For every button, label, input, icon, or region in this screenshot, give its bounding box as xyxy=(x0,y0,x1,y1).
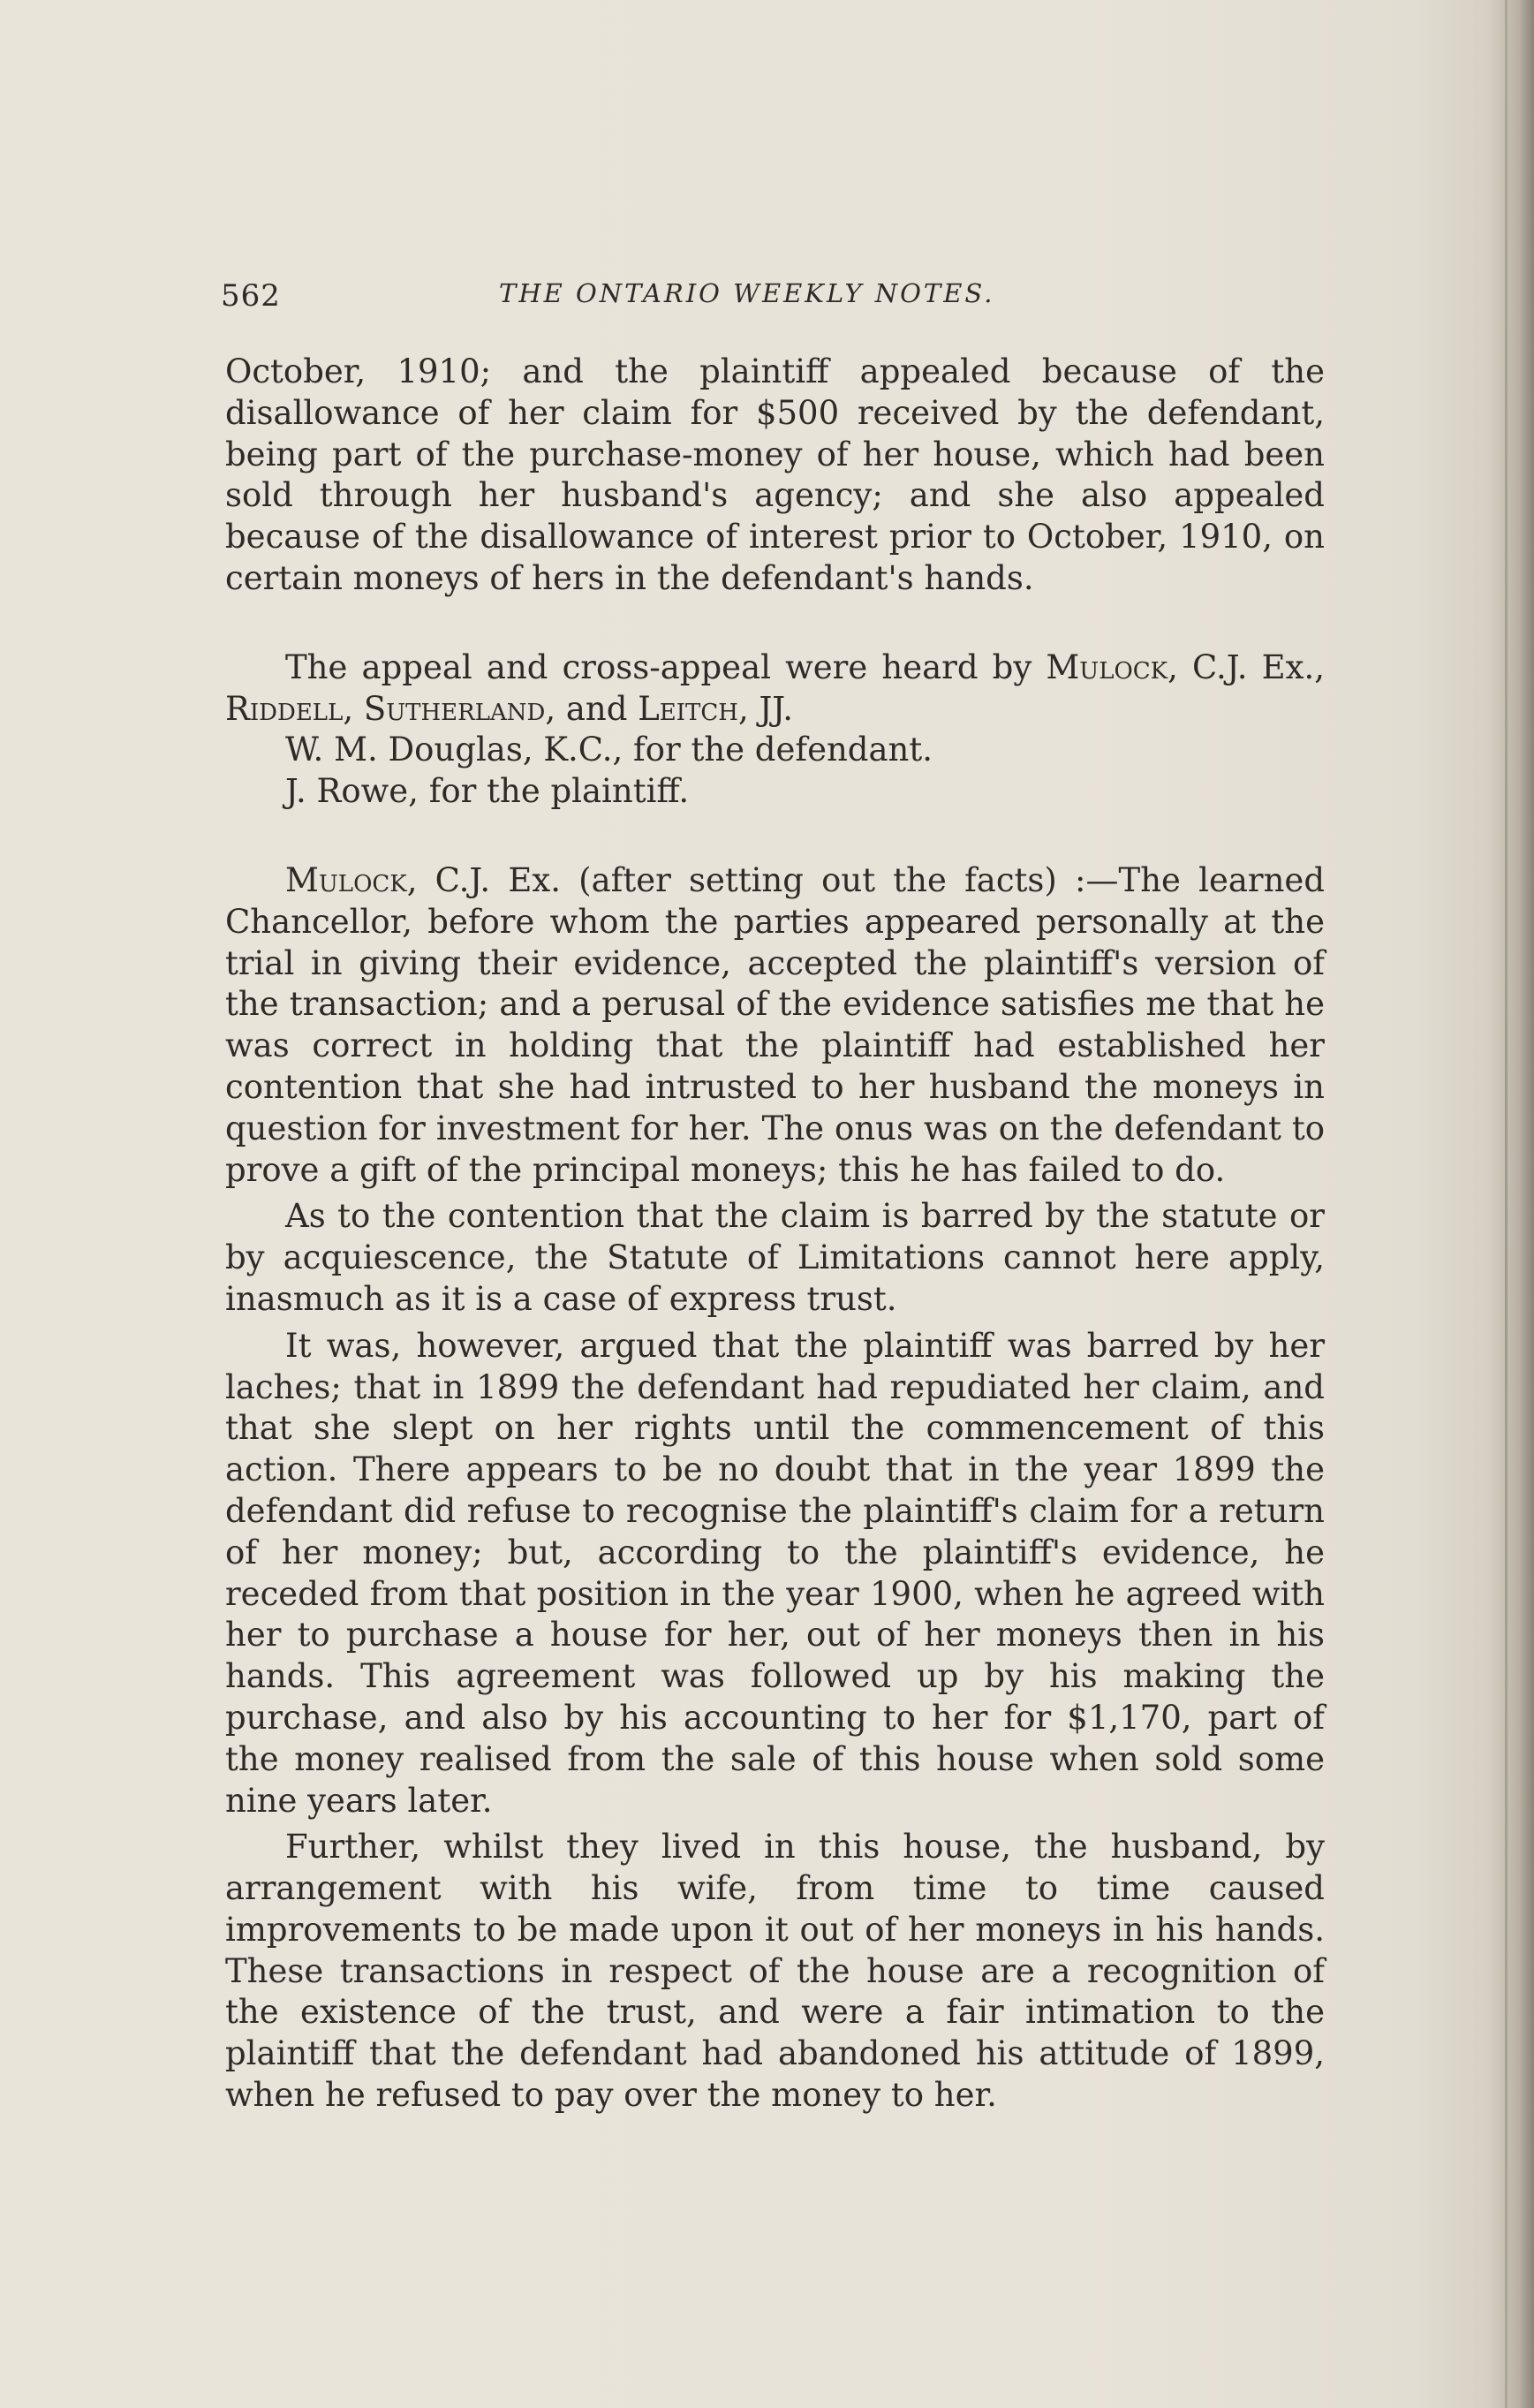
counsel-plaintiff: J. Rowe, for the plaintiff. xyxy=(285,772,690,811)
page-body xyxy=(225,352,1325,2116)
judgment-paragraph: As to the contention that the claim is barred by the statute or by acquiescence, the Statute of Limitations cannot here apply, inasmuch as it is a case of express trust. xyxy=(225,1197,1325,1318)
judge-name: Leitch xyxy=(638,689,738,728)
judgment-text: The learned Chancellor, before whom the parties appeared personally at the trial in giving their evidence, accepted the plaintiff's version of the transaction; and a perusal of the evidence satisfies me that he was correct in holding that the plaintiff had established her contention that she had intrusted to her husband the moneys in question for investment for her. The onus was on the defendant to prove a gift of the principal moneys; this he has failed to do. xyxy=(225,860,1325,1189)
separator: , and xyxy=(545,689,639,728)
judgment-paragraph: It was, however, argued that the plaintiff was barred by her laches; that in 1899 the defendant had repudiated her claim, and that she slept on her rights until the commencement of this action. There appears to be no doubt that in the year 1899 the defendant did refuse to recognise the plaintiff's claim for a return of her money; but, according to the plaintiff's evidence, he receded from that position in the year 1900, when he agreed with her to purchase a house for her, out of her moneys then in his hands. This agreement was followed up by his making the purchase, and also by his accounting to her for $1,170, part of the money realised from the sale of this house when sold some nine years later. xyxy=(225,1326,1325,1820)
page-number: 562 xyxy=(221,278,281,314)
hearing-statement xyxy=(225,647,1325,731)
page-header xyxy=(221,278,1316,322)
judgment-paragraph: Further, whilst they lived in this house, the husband, by arrangement with his wife, from time to time caused improvements to be made upon it out of her moneys in his hands. These transactions in respect of the house are a recognition of the existence of the trust, and were a fair intimation to the plaintiff that the defendant had abandoned his attitude of 1899, when he refused to pay over the money to her. xyxy=(225,1828,1325,2115)
counsel-defendant: W. M. Douglas, K.C., for the defendant. xyxy=(285,731,933,769)
running-title: THE ONTARIO WEEKLY NOTES. xyxy=(499,278,995,308)
judgment-judge-name: Mulock xyxy=(285,860,407,899)
judge-name: Riddell xyxy=(225,689,344,728)
judges-suffix: , JJ. xyxy=(737,689,794,728)
opening-paragraph: October, 1910; and the plaintiff appealed because of the disallowance of her claim for $500 received by the defendant, being part of the purchase-money of her house, which had been sold through her husband's agency; and she also appealed because of the disallowance of interest prior to October, 1910, on certain moneys of hers in the defendant's hands. xyxy=(225,352,1325,597)
page-edge-shadow xyxy=(1505,0,1508,2408)
judge-name: Sutherland xyxy=(363,689,546,728)
judgment-paragraph xyxy=(225,860,1325,1191)
judge-title: , C.J. Ex., xyxy=(1168,647,1325,686)
separator: , xyxy=(343,689,364,728)
judge-name: Mulock xyxy=(1046,647,1168,686)
judgment-intro: , C.J. Ex. (after setting out the facts) :— xyxy=(406,860,1119,899)
hearing-intro: The appeal and cross-appeal were heard by xyxy=(285,647,1047,686)
